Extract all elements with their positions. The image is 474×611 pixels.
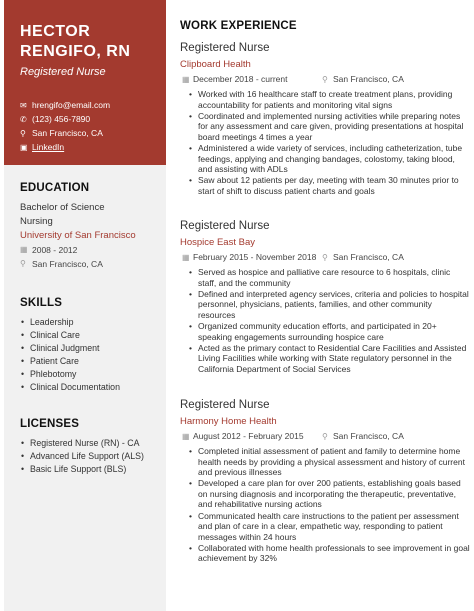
linkedin-icon: ▣	[20, 142, 28, 152]
name-line-2: RENGIFO, RN	[20, 43, 131, 60]
job-bullet: • Organized community education efforts, and participated in 20+ speaking engagements surrounding hospice care	[198, 321, 470, 342]
job-bullets	[180, 267, 470, 374]
education-dates-text: 2008 - 2012	[32, 245, 78, 255]
license-item: • Advanced Life Support (ALS)	[30, 450, 162, 463]
job-bullet: • Served as hospice and palliative care resource to 6 hospitals, clinic staff, and the community	[198, 267, 470, 288]
skills-section	[20, 297, 162, 394]
name-line-1: HECTOR	[20, 23, 91, 40]
education-location-text: San Francisco, CA	[32, 259, 103, 269]
location-pin-icon: ⚲	[20, 259, 26, 268]
resume-header	[4, 0, 166, 165]
job-entry-2	[180, 219, 470, 375]
education-location	[20, 257, 162, 271]
degree-line-1: Bachelor of Science	[20, 202, 105, 213]
contact-info	[20, 98, 110, 154]
linkedin-link[interactable]: LinkedIn	[32, 142, 65, 152]
job-location-text: San Francisco, CA	[333, 431, 404, 441]
licenses-section	[20, 418, 162, 476]
license-item: • Registered Nurse (RN) - CA	[30, 437, 162, 450]
candidate-name	[20, 22, 130, 62]
skill-item: • Clinical Documentation	[30, 381, 162, 394]
job-location	[322, 73, 404, 86]
job-entry-1	[180, 41, 470, 197]
education-heading: EDUCATION	[20, 182, 90, 194]
skill-item: • Clinical Care	[30, 329, 162, 342]
job-dates-text: December 2018 - current	[193, 74, 288, 84]
job-dates	[180, 430, 322, 443]
job-meta	[180, 73, 470, 86]
degree-line-2: Nursing	[20, 216, 53, 227]
phone-text: (123) 456-7890	[32, 114, 91, 124]
job-title: Registered Nurse	[180, 399, 270, 411]
location-pin-icon: ⚲	[322, 253, 328, 262]
phone-icon: ✆	[20, 114, 27, 124]
job-location	[322, 430, 404, 443]
location-pin-icon: ⚲	[322, 432, 328, 441]
job-dates-text: February 2015 - November 2018	[193, 252, 317, 262]
job-title: Registered Nurse	[180, 42, 270, 54]
licenses-heading: LICENSES	[20, 418, 80, 430]
job-title: Registered Nurse	[180, 220, 270, 232]
job-bullet: • Coordinated and implemented nursing activities while preparing notes for any assessment and care given, providing presentations at hospital board meetings 4 times a year	[198, 111, 470, 143]
job-bullet: • Defined and interpreted agency services, criteria and policies to hospital personnel, physicians, patients, families, and other community resources	[198, 289, 470, 321]
job-bullet: • Developed a care plan for over 200 patients, establishing goals based on nursing diagnosis and incorporating the therapeutic, preventative, and rehabilitative nursing actions	[198, 478, 470, 510]
calendar-icon: ▦	[182, 253, 190, 262]
job-bullet: • Communicated health care instructions to the patient per assessment and plan of care in a clear, empathetic way, responding to patient messages within 24 hours	[198, 511, 470, 543]
job-location-text: San Francisco, CA	[333, 252, 404, 262]
job-dates	[180, 73, 322, 86]
job-dates	[180, 251, 322, 264]
job-entry-3	[180, 398, 470, 565]
calendar-icon: ▦	[20, 245, 28, 254]
license-item: • Basic Life Support (BLS)	[30, 463, 162, 476]
candidate-title: Registered Nurse	[20, 66, 106, 78]
job-meta	[180, 430, 470, 443]
skill-item: • Phlebotomy	[30, 368, 162, 381]
skills-heading: SKILLS	[20, 297, 63, 309]
work-experience-heading: WORK EXPERIENCE	[180, 20, 297, 32]
calendar-icon: ▦	[182, 75, 190, 84]
school-name: University of San Francisco	[20, 230, 136, 241]
education-section	[20, 182, 162, 271]
contact-phone	[20, 112, 110, 126]
calendar-icon: ▦	[182, 432, 190, 441]
email-text: hrengifo@email.com	[32, 100, 111, 110]
job-location	[322, 251, 404, 264]
job-meta	[180, 251, 470, 264]
job-bullets	[180, 446, 470, 564]
contact-linkedin[interactable]	[20, 140, 110, 154]
skill-item: • Clinical Judgment	[30, 342, 162, 355]
location-text: San Francisco, CA	[32, 128, 103, 138]
job-bullet: • Completed initial assessment of patient and family to determine home health needs by providing a physical assessment and history of current and previous illnesses	[198, 446, 470, 478]
job-company: Harmony Home Health	[180, 416, 277, 427]
envelope-icon: ✉	[20, 100, 27, 110]
skills-list	[20, 316, 162, 394]
contact-location	[20, 126, 110, 140]
skill-item: • Patient Care	[30, 355, 162, 368]
contact-email[interactable]	[20, 98, 110, 112]
job-company: Hospice East Bay	[180, 237, 255, 248]
job-company: Clipboard Health	[180, 59, 251, 70]
skill-item: • Leadership	[30, 316, 162, 329]
location-pin-icon: ⚲	[322, 75, 328, 84]
job-bullets	[180, 89, 470, 196]
job-dates-text: August 2012 - February 2015	[193, 431, 304, 441]
education-dates	[20, 243, 162, 257]
job-bullet: • Saw about 12 patients per day, meeting with team 30 minutes prior to start of shift to discuss patient charts and goals	[198, 175, 470, 196]
job-bullet: • Worked with 16 healthcare staff to create treatment plans, providing accountability for patients and monitoring vital signs	[198, 89, 470, 110]
job-bullet: • Acted as the primary contact to Residential Care Facilities and Assisted Living Facilities while working with State regulatory personnel in the California Department of Social Services	[198, 343, 470, 375]
job-bullet: • Administered a wide variety of services, including catheterization, tube feedings, applying and changing bandages, colostomy, taking blood, and assisting with ADLs	[198, 143, 470, 175]
location-pin-icon: ⚲	[20, 128, 26, 138]
job-location-text: San Francisco, CA	[333, 74, 404, 84]
job-bullet: • Collaborated with home health professionals to see improvement in goal achievement by 32%	[198, 543, 470, 564]
licenses-list	[20, 437, 162, 476]
